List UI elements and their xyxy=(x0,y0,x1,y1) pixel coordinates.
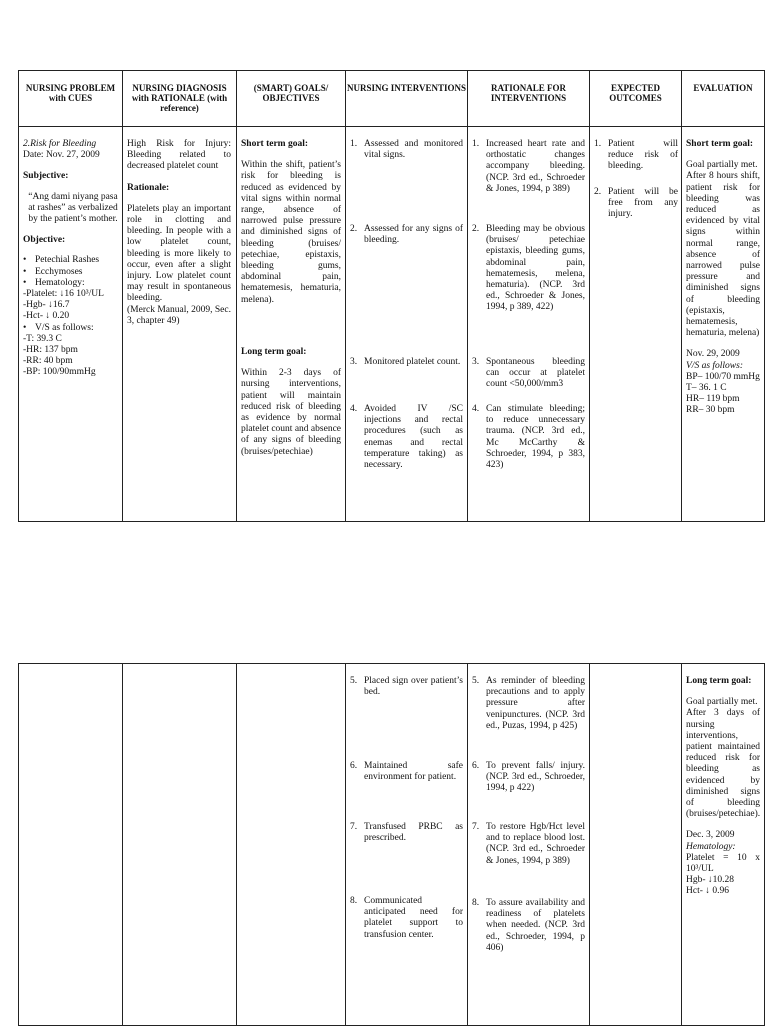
header-goals: (SMART) GOALS/ OBJECTIVES xyxy=(237,71,346,127)
eval-short-label: Short term goal: xyxy=(686,139,754,149)
vs-temp: -T: 39.3 C xyxy=(23,333,62,344)
eval-long-text: After 3 days of nursing interventions, patient maintained reduced risk for bleeding as evidenced by diminished signs of bleeding (bruises/petechiae). xyxy=(686,708,761,820)
objective-item: • Hematology: xyxy=(23,277,85,288)
outcome-item: 2. Patient will be free from any injury. xyxy=(594,187,678,220)
intervention-item: 6. Maintained safe environment for patient. xyxy=(350,761,463,783)
cell-goals-continued xyxy=(237,664,346,1026)
eval-long-date: Dec. 3, 2009 xyxy=(686,830,735,841)
header-nursing-diagnosis: NURSING DIAGNOSIS with RATIONALE (with reference) xyxy=(123,71,237,127)
objective-label: Objective: xyxy=(23,235,66,246)
intervention-item: 8. Communicated anticipated need for platelet support to transfusion center. xyxy=(350,896,463,940)
intervention-item: 1. Assessed and monitored vital signs. xyxy=(350,139,463,161)
short-term-goal-label: Short term goal: xyxy=(241,139,309,149)
eval-vs-hr: HR– 119 bpm xyxy=(686,394,740,405)
intervention-item: 7. Transfused PRBC as prescribed. xyxy=(350,822,463,844)
rationale-item: 6. To prevent falls/ injury.(NCP. 3rd ed., Schroeder, 1994, p 422) xyxy=(472,761,585,794)
problem-date: Date: Nov. 27, 2009 xyxy=(23,150,100,161)
eval-hema-hgb: Hgb- ↓10.28 xyxy=(686,875,735,886)
header-row xyxy=(19,71,765,127)
hematology-hct: -Hct- ↓ 0.20 xyxy=(23,311,70,322)
intervention-item: 2. Assessed for any signs of bleeding. xyxy=(350,224,463,246)
hematology-hgb: -Hgb- ↓16.7 xyxy=(23,300,70,311)
header-expected-outcomes: EXPECTED OUTCOMES xyxy=(590,71,682,127)
care-plan-table-page-1 xyxy=(18,70,765,522)
eval-vs-rr: RR– 30 bpm xyxy=(686,405,735,416)
intervention-item: 4. Avoided IV /SC injections and rectal procedures (such as enemas and rectal temperature taking) as necessary. xyxy=(350,404,463,471)
hematology-platelet: -Platelet: ↓16 10³/UL xyxy=(23,289,104,300)
cell-evaluation xyxy=(682,127,765,522)
cell-diagnosis-continued xyxy=(123,664,237,1026)
eval-vs-temp: T– 36. 1 C xyxy=(686,383,727,394)
eval-vs-bp: BP– 100/70 mmHg xyxy=(686,371,760,382)
eval-long-status: Goal partially met. xyxy=(686,697,758,708)
rationale-item: 4. Can stimulate bleeding; to reduce unnecessary trauma. (NCP. 3rd ed., Mc McCarthy & Schroeder, 1994, p 383, 423) xyxy=(472,404,585,471)
eval-vs-label: V/S as follows: xyxy=(686,360,744,371)
rationale-item: 8. To assure availability and readiness of platelets when needed. (NCP. 3rd ed., Schroeder, 1994, p 406) xyxy=(472,898,585,953)
diagnosis-text: High Risk for Injury: Bleeding related to decreased platelet count xyxy=(127,139,231,172)
header-interventions: NURSING INTERVENTIONS xyxy=(346,71,468,127)
eval-hema-label: Hematology: xyxy=(686,841,736,852)
objective-item: • Ecchymoses xyxy=(23,266,83,277)
diagnosis-rationale-text: Platelets play an important role in clotting and bleeding. In people with a low platelet count, bleeding is more likely to occur, even after a slight injury. Low platelet count may result in spontaneous bleeding. xyxy=(127,203,231,304)
cell-problem xyxy=(19,127,123,522)
cell-goals xyxy=(237,127,346,522)
cell-problem-continued xyxy=(19,664,123,1026)
cell-interventions-continued xyxy=(346,664,468,1026)
eval-hema-platelet: Platelet = 10 x 10³/UL xyxy=(686,852,760,875)
vs-label: • V/S as follows: xyxy=(23,322,94,333)
eval-short-date: Nov. 29, 2009 xyxy=(686,349,740,360)
intervention-item: 3. Monitored platelet count. xyxy=(350,357,461,367)
cell-outcomes-continued xyxy=(590,664,682,1026)
diagnosis-rationale-label: Rationale: xyxy=(127,182,170,193)
cell-outcomes xyxy=(590,127,682,522)
rationale-item: 7. To restore Hgb/Hct level and to replace blood lost. (NCP. 3rd ed., Schroeder & Jones, 1994, p 389) xyxy=(472,822,585,866)
problem-title: 2.Risk for Bleeding xyxy=(23,139,97,149)
body-row xyxy=(19,664,765,1026)
vs-bp: -BP: 100/90mmHg xyxy=(23,367,96,378)
vs-hr: -HR: 137 bpm xyxy=(23,345,78,356)
subjective-label: Subjective: xyxy=(23,171,69,182)
long-term-goal-label: Long term goal: xyxy=(241,347,307,357)
diagnosis-reference: (Merck Manual, 2009, Sec. 3, chapter 49) xyxy=(127,304,231,326)
rationale-item: 3. Spontaneous bleeding can occur at platelet count <50,000/mm3 xyxy=(472,357,585,390)
cell-rationales xyxy=(468,127,590,522)
care-plan-table-page-2 xyxy=(18,663,765,1026)
cell-rationales-continued xyxy=(468,664,590,1026)
subjective-quote: “Ang dami niyang pasa at rashes” as verbalized by the patient’s mother. xyxy=(28,191,118,225)
header-evaluation: EVALUATION xyxy=(682,71,765,127)
cell-interventions xyxy=(346,127,468,522)
outcome-item: 1. Patient will reduce risk of bleeding. xyxy=(594,139,678,172)
eval-short-status: Goal partially met. xyxy=(686,160,758,171)
rationale-item: 2. Bleeding may be obvious (bruises/ petechiae epistaxis, bleeding gums, abdominal pain, hematemesis, melena, hematuria). (NCP. 3rd ed., Schroeder & Jones, 1994, p 389, 422) xyxy=(472,224,585,313)
objective-item: • Petechial Rashes xyxy=(23,255,100,266)
cell-diagnosis xyxy=(123,127,237,522)
rationale-item: 1. Increased heart rate and orthostatic changes accompany bleeding. (NCP. 3rd ed., Schroeder & Jones, 1994, p 389) xyxy=(472,139,585,194)
short-term-goal-text: Within the shift, patient’s risk for bleeding is reduced as evidenced by vital signs within normal range, absence of narrowed pulse pressure and diminished signs of bleeding (bruises/ petechiae, epistaxis, bleeding gums, abdominal pain, hematemesis, hematuria, melena). xyxy=(241,160,341,305)
vs-rr: -RR: 40 bpm xyxy=(23,356,73,367)
rationale-item: 5. As reminder of bleeding precautions and to apply pressure after venipunctures. (NCP. 3rd ed., Puzas, 1994, p 425) xyxy=(472,676,585,731)
long-term-goal-text: Within 2-3 days of nursing interventions, patient will maintain reduced risk of bleeding as evidence by normal platelet count and absence of any signs of bleeding (bruises/petechiae) xyxy=(241,368,341,457)
intervention-item: 5. Placed sign over patient’s bed. xyxy=(350,676,463,698)
body-row xyxy=(19,127,765,522)
cell-evaluation-continued xyxy=(682,664,765,1026)
eval-short-text: After 8 hours shift, patient risk for bleeding was reduced as evidenced by vital signs within normal range, absence of narrowed pulse pressure and diminished signs of bleeding (epistaxis, hematemesis, hematuria, melena) xyxy=(686,171,760,339)
eval-hema-hct: Hct- ↓ 0.96 xyxy=(686,886,730,897)
header-nursing-problem: NURSING PROBLEM with CUES xyxy=(19,71,123,127)
eval-long-label: Long term goal: xyxy=(686,676,752,686)
header-rationale: RATIONALE FOR INTERVENTIONS xyxy=(468,71,590,127)
